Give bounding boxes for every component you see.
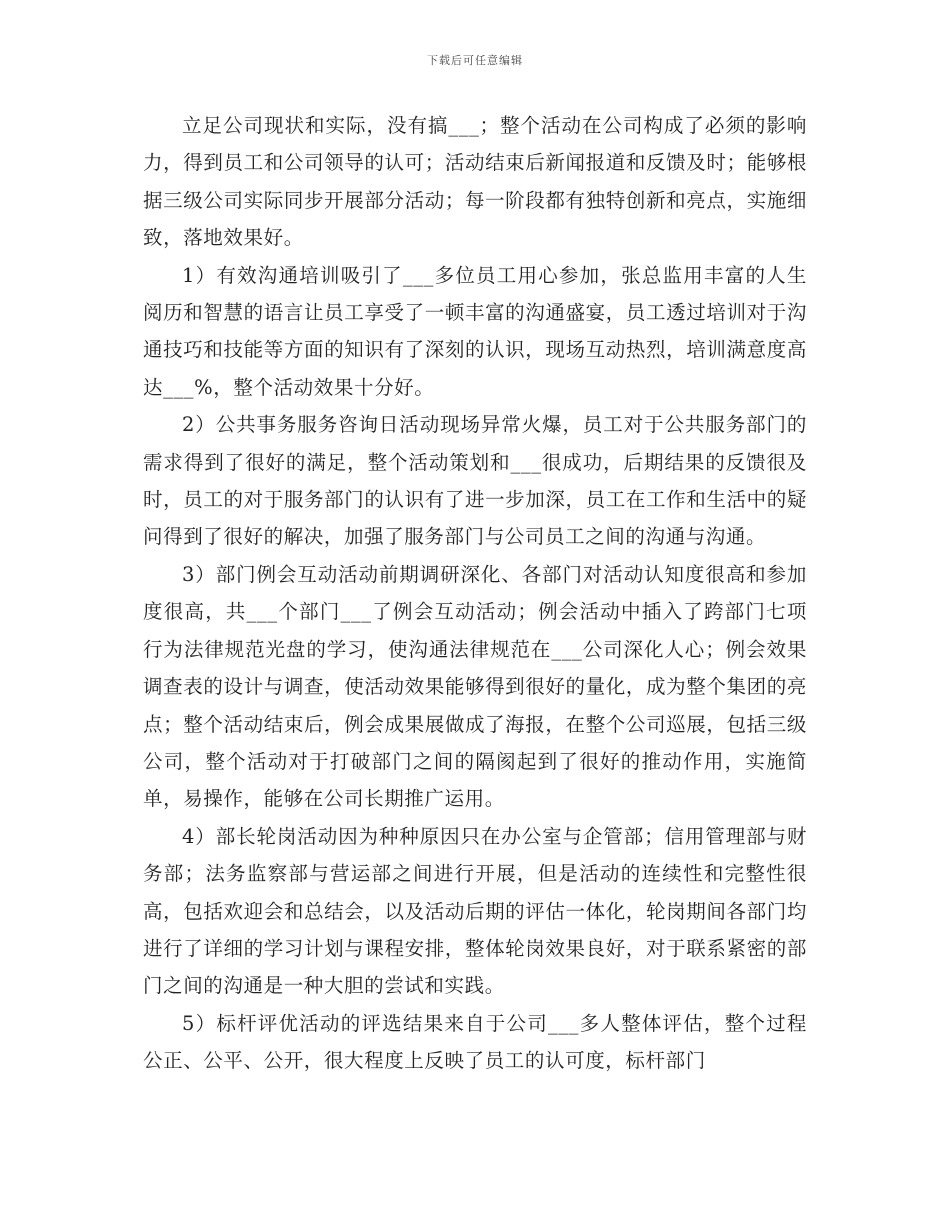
paragraph-item-4: 4）部长轮岗活动因为种种原因只在办公室与企管部；信用管理部与财务部；法务监察部与营运部之间进行开展，但是活动的连续性和完整性很高，包括欢迎会和总结会，以及活动后期的评估一体化，轮岗期间各部门均进行了详细的学习计划与课程安排，整体轮岗效果良好，对于联系紧密的部门之间的沟通是一种大胆的尝试和实践。 [143, 824, 807, 998]
paragraph-intro: 立足公司现状和实际，没有搞___；整个活动在公司构成了必须的影响力，得到员工和公司领导的认可；活动结束后新闻报道和反馈及时；能够根据三级公司实际同步开展部分活动；每一阶段都有独特创新和亮点，实施细致，落地效果好。 [143, 114, 807, 250]
paragraph-item-1: 1）有效沟通培训吸引了___多位员工用心参加，张总监用丰富的人生阅历和智慧的语言让员工享受了一顿丰富的沟通盛宴，员工透过培训对于沟通技巧和技能等方面的知识有了深刻的认识，现场互动热烈，培训满意度高达___%，整个活动效果十分好。 [143, 263, 807, 399]
document-body [143, 107, 807, 1080]
paragraph-item-3: 3）部门例会互动活动前期调研深化、各部门对活动认知度很高和参加度很高，共___个部门___了例会互动活动；例会活动中插入了跨部门七项行为法律规范光盘的学习，使沟通法律规范在___公司深化人心；例会效果调查表的设计与调查，使活动效果能够得到很好的量化，成为整个集团的亮点；整个活动结束后，例会成果展做成了海报，在整个公司巡展，包括三级公司，整个活动对于打破部门之间的隔阂起到了很好的推动作用，实施简单，易操作，能够在公司长期推广运用。 [143, 562, 807, 811]
paragraph-item-5: 5）标杆评优活动的评选结果来自于公司___多人整体评估，整个过程公正、公平、公开，很大程度上反映了员工的认可度，标杆部门 [143, 1011, 807, 1073]
page-header-note: 下载后可任意编辑 [427, 54, 523, 67]
paragraph-item-2: 2）公共事务服务咨询日活动现场异常火爆，员工对于公共服务部门的需求得到了很好的满足，整个活动策划和___很成功，后期结果的反馈很及时，员工的对于服务部门的认识有了进一步加深，员工在工作和生活中的疑问得到了很好的解决，加强了服务部门与公司员工之间的沟通与沟通。 [143, 413, 807, 549]
